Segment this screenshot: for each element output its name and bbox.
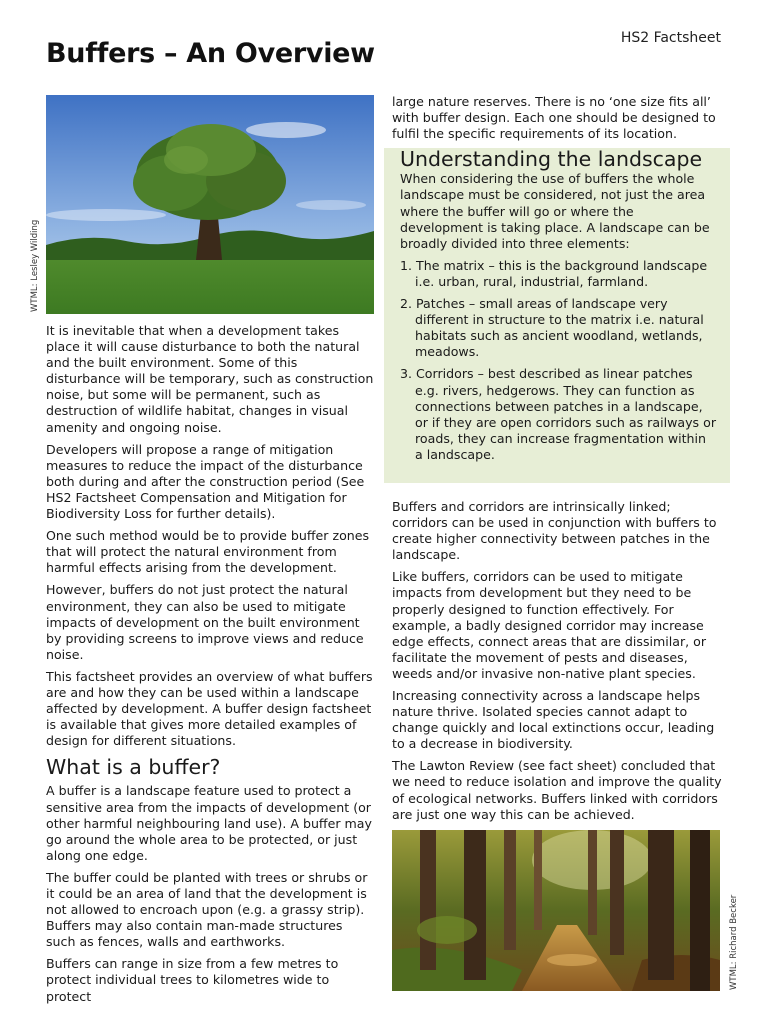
landscape-elements-list: [400, 258, 716, 463]
corridors-paragraph-3: Increasing connectivity across a landscape helps nature thrive. Isolated species cannot adapt to change quickly and local extinctions occur, leading to a decrease in biodiversity.: [392, 688, 715, 752]
continuation-paragraph: large nature reserves. There is no ‘one size fits all’ with buffer design. Each one should be designed to fulfil the specific requirements of its location.: [392, 94, 716, 142]
list-item-corridors: 3. Corridors – best described as linear patches e.g. rivers, hedgerows. They can function as connections between patches in a landscape, or if they are open corridors such as railways or roads, they can increase fragmentation within a landscape.: [400, 366, 716, 462]
factsheet-label: HS2 Factsheet: [620, 30, 721, 46]
landscape-heading: Understanding the landscape: [400, 147, 703, 172]
oak-tree-photo: [46, 95, 374, 314]
forest-path-photo: [392, 830, 720, 991]
tree-photo-credit: WTML: Lesley Wilding: [30, 219, 40, 312]
buffer-paragraph-2: The buffer could be planted with trees or shrubs or it could be an area of land that the development is not allowed to encroach upon (e.g. a grassy strip). Buffers may also contain man-made structures such as fences, walls and earthworks.: [46, 869, 368, 950]
page-title: Buffers – An Overview: [46, 38, 375, 69]
corridors-paragraph-4: The Lawton Review (see fact sheet) concluded that we need to reduce isolation and improve the quality of ecological networks. Buffers linked with corridors are just one way this can be achieved.: [392, 758, 722, 822]
buffer-paragraph-3: Buffers can range in size from a few metres to protect individual trees to kilometres wide to protect: [46, 956, 339, 1004]
landscape-info-box: [384, 148, 730, 483]
right-column: [392, 94, 722, 829]
list-item-patches: 2. Patches – small areas of landscape very different in structure to the matrix i.e. natural habitats such as ancient woodland, wetlands, meadows.: [400, 296, 704, 360]
list-item-matrix: 1. The matrix – this is the background landscape i.e. urban, rural, industrial, farmland.: [400, 257, 708, 289]
corridors-paragraph-1: Buffers and corridors are intrinsically linked; corridors can be used in conjunction with buffers to create higher connectivity between patches in the landscape.: [392, 498, 717, 563]
intro-paragraph-4: However, buffers do not just protect the natural environment, they can also be used to mitigate impacts of development on the built environment by providing screens to improve views and reduce noise.: [46, 582, 364, 662]
intro-paragraph-1: It is inevitable that when a development takes place it will cause disturbance to both the natural and the built environment. Some of this disturbance will be temporary, such as construction noise, but some will be permanent, such as destruction of wildlife habitat, changes in visual amenity and ongoing noise.: [46, 323, 374, 435]
corridors-paragraph-2: Like buffers, corridors can be used to mitigate impacts from development but they need to be properly designed to function effectively. For example, a badly designed corridor may increase edge effects, connect areas that are dissimilar, or facilitate the movement of pests and diseases, weeds and/or invasive non-native plant species.: [392, 569, 707, 681]
landscape-intro: When considering the use of buffers the whole landscape must be considered, not just the area where the buffer will go or where the development is taking place. A landscape can be broadly divided into three elements:: [400, 171, 710, 251]
forest-photo-credit: WTML: Richard Becker: [729, 894, 739, 990]
intro-paragraph-2: Developers will propose a range of mitigation measures to reduce the impact of the disturbance both during and after the construction period (See HS2 Factsheet Compensation and Mitigation for Biodiversity Loss for further details).: [46, 441, 365, 522]
intro-paragraph-3: One such method would be to provide buffer zones that will protect the natural environment from harmful effects arising from the development.: [46, 528, 370, 576]
what-is-a-buffer-heading: What is a buffer?: [46, 755, 221, 780]
left-column: [46, 323, 374, 1011]
buffer-paragraph-1: A buffer is a landscape feature used to protect a sensitive area from the impacts of development (or other harmful neighbouring land use). A buffer may go around the whole area to be protected, or just along one edge.: [46, 783, 372, 863]
intro-paragraph-5: This factsheet provides an overview of what buffers are and how they can be used within a landscape affected by development. A buffer design factsheet is available that gives more detailed examples of design for different situations.: [46, 668, 373, 749]
